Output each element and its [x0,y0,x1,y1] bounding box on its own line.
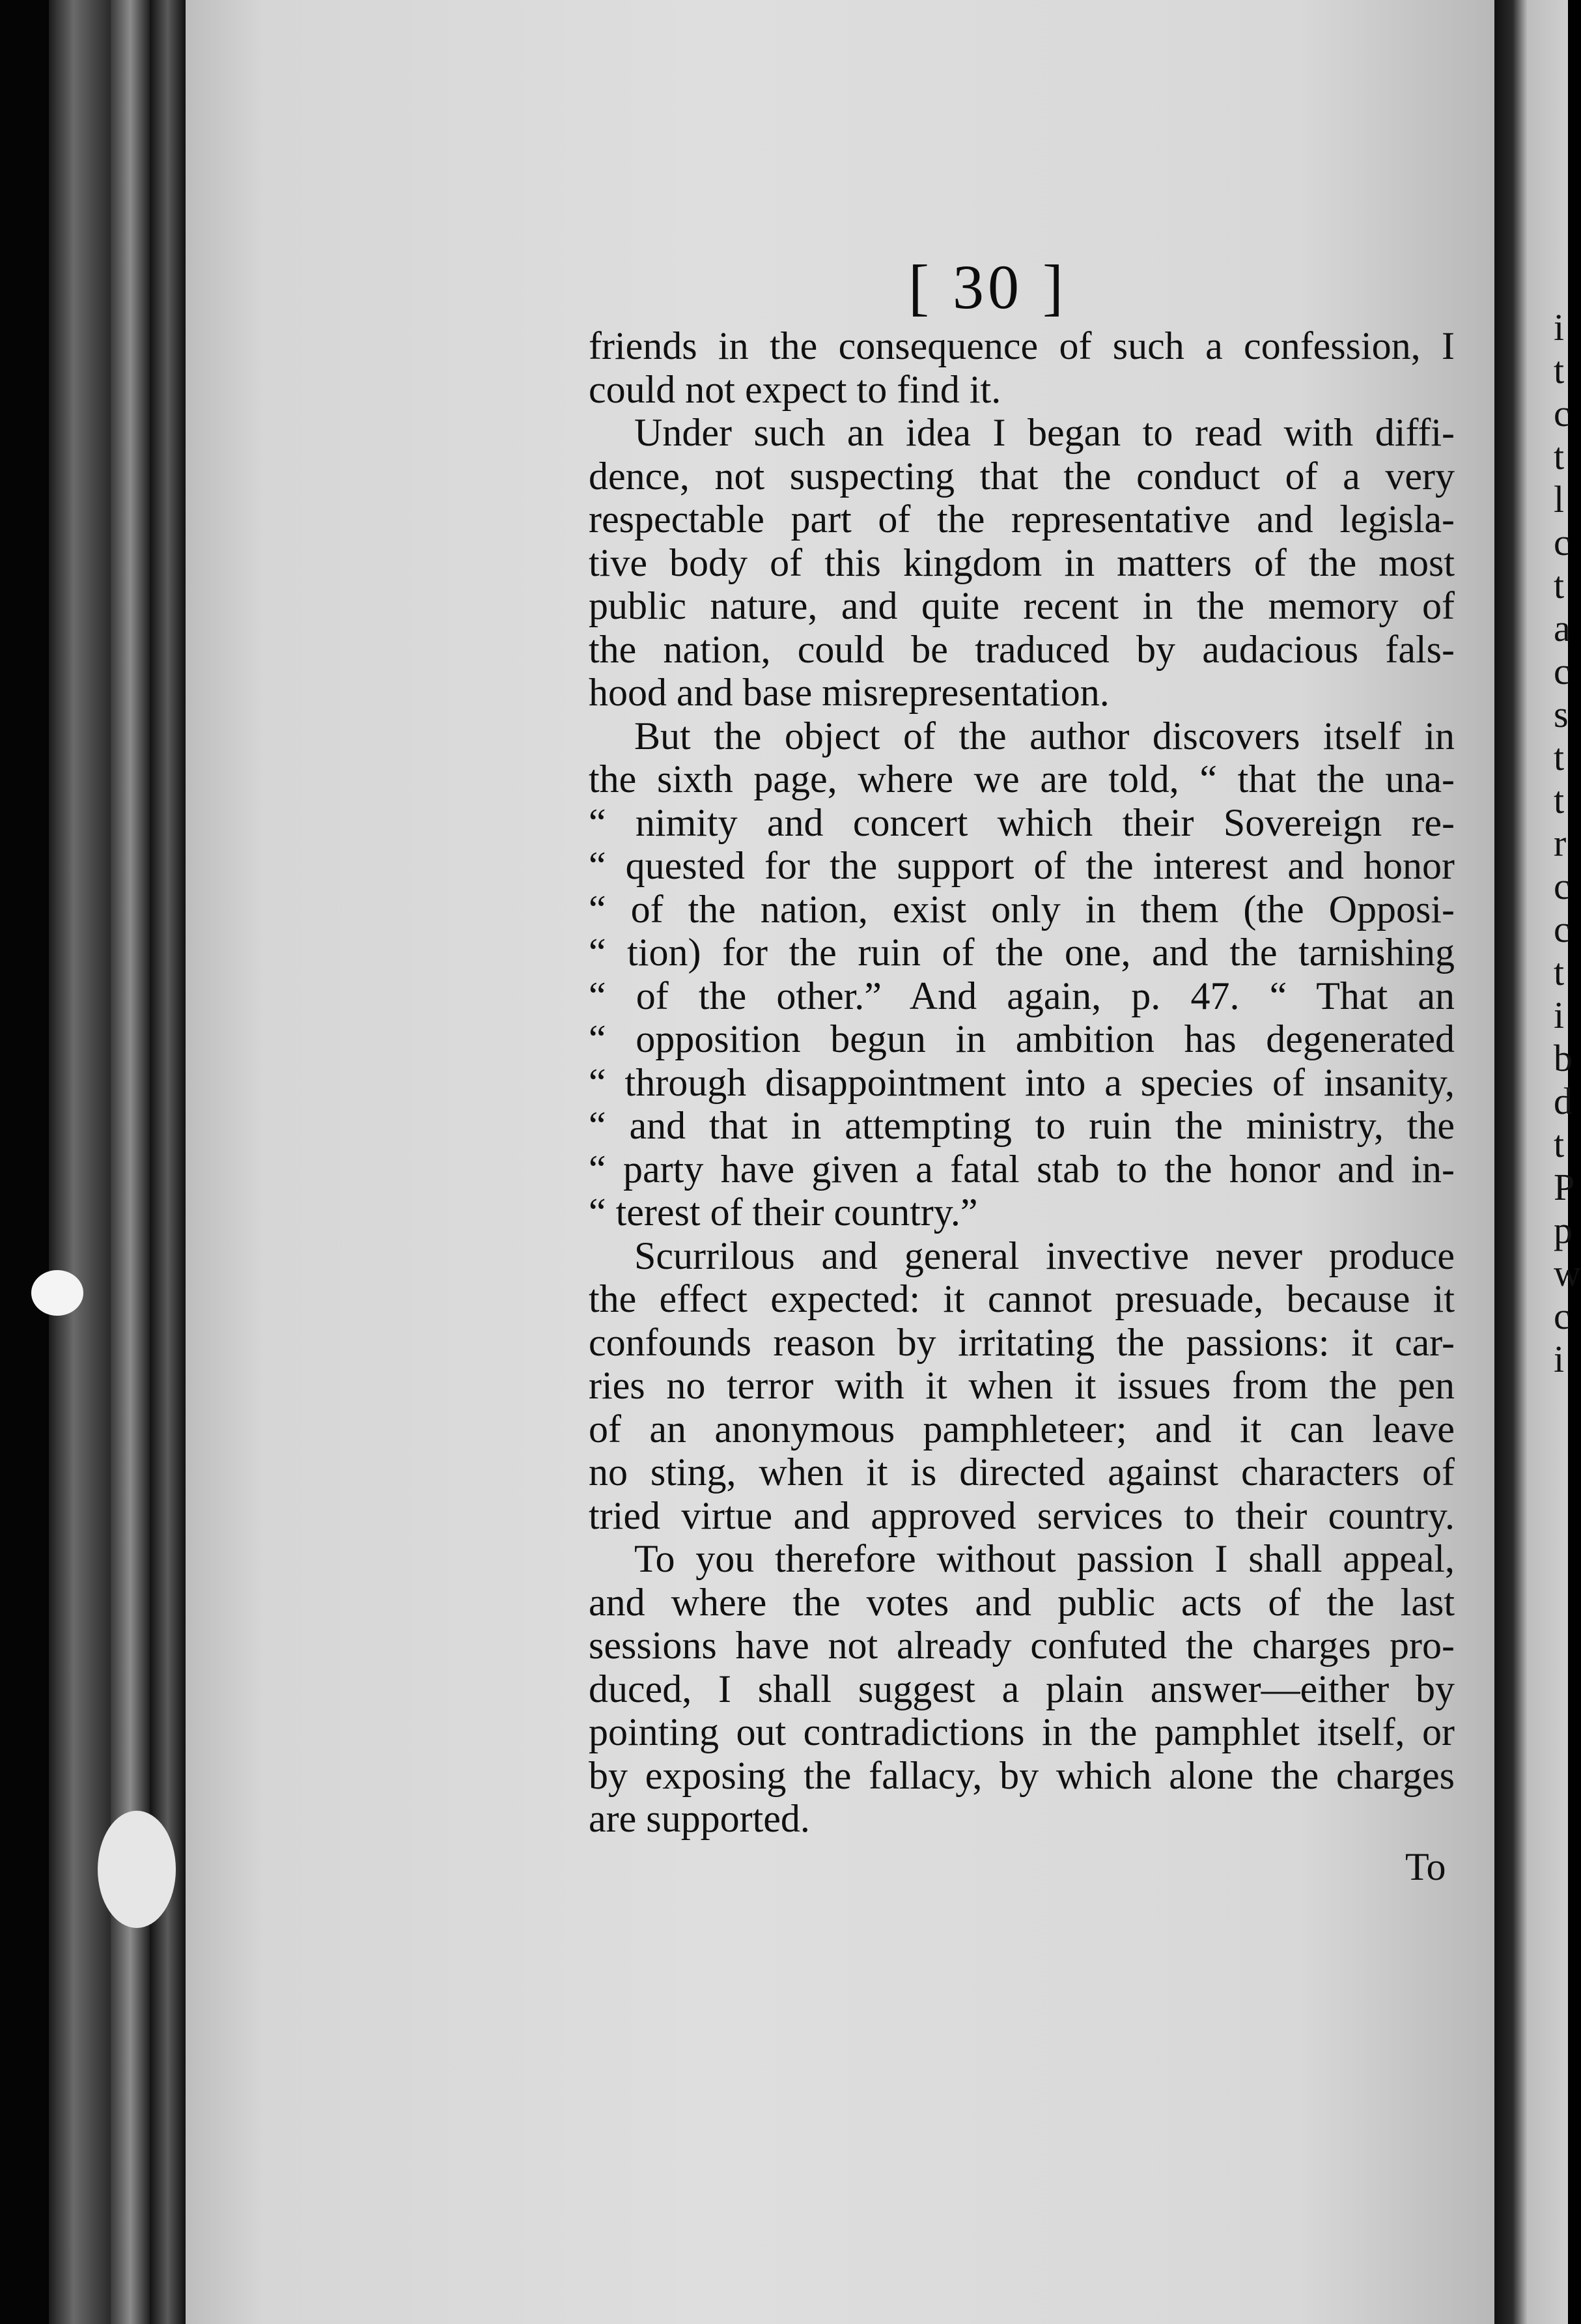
facing-page-letter: b [1554,1037,1573,1079]
text-line: “ quested for the support of the interest and honor [589,844,1455,887]
paper-damage-mark [98,1811,176,1928]
paragraph [589,1537,1455,1841]
facing-page-fragment [1554,306,1581,1381]
paragraph [589,715,1455,1234]
body-text [589,324,1455,1841]
paragraph [589,1234,1455,1538]
facing-page-letter: c [1554,908,1571,950]
text-line: public nature, and quite recent in the memory of [589,584,1455,627]
text-line: “ nimity and concert which their Sovereign re- [589,801,1455,844]
facing-page-letter: c [1554,1295,1571,1337]
text-line: could not expect to find it. [589,367,1001,411]
facing-page-letter: i [1554,994,1565,1036]
page-number: [ 30 ] [908,252,1067,322]
paper-damage-mark [31,1270,83,1316]
text-line: sessions have not already confuted the charges pro- [589,1624,1455,1667]
text-line: of an anonymous pamphleteer; and it can leave [589,1407,1455,1451]
paragraph [589,324,1455,411]
text-line: “ of the nation, exist only in them (the Opposi- [589,887,1455,931]
facing-page-letter: t [1554,435,1565,477]
text-line: dence, not suspecting that the conduct of a very [589,454,1455,498]
facing-page-letter: w [1554,1252,1581,1294]
text-line: “ through disappointment into a species of insanity, [589,1060,1455,1104]
page-edge [150,0,186,2324]
text-line: and where the votes and public acts of the last [589,1580,1455,1624]
text-line: Under such an idea I began to read with diffi- [634,411,1455,454]
text-line: hood and base misrepresentation. [589,671,1110,714]
facing-page-letter: c [1554,392,1571,434]
facing-page-letter: t [1554,779,1565,821]
text-line: But the object of the author discovers itself in [634,714,1455,758]
text-line: Scurrilous and general invective never produce [634,1234,1455,1277]
facing-page-letter: a [1554,607,1571,649]
text-line: tive body of this kingdom in matters of the most [589,541,1455,584]
facing-page-letter: s [1554,693,1569,735]
facing-page-letter: r [1554,822,1567,864]
text-line: are supported. [589,1797,810,1840]
text-line: confounds reason by irritating the passions: it car- [589,1320,1455,1364]
text-line: the nation, could be traduced by audacious fals- [589,627,1455,671]
text-line: duced, I shall suggest a plain answer—either by [589,1667,1455,1710]
text-line: pointing out contradictions in the pamphlet itself, or [589,1710,1455,1753]
text-line: “ opposition begun in ambition has degenerated [589,1017,1455,1060]
text-line: by exposing the fallacy, by which alone the charges [589,1753,1455,1797]
facing-page-letter: i [1554,1338,1565,1380]
facing-page-letter: c [1554,865,1571,907]
text-line: “ and that in attempting to ruin the ministry, the [589,1104,1455,1147]
catchword: To [1405,1845,1446,1888]
facing-page-letter: t [1554,736,1565,778]
text-line: “ of the other.” And again, p. 47. “ That an [589,974,1455,1017]
page-edge [49,0,111,2324]
page-edge [111,0,150,2324]
text-line: “ party have given a fatal stab to the honor and in- [589,1147,1455,1191]
facing-page-letter: l [1554,478,1565,520]
text-line: respectable part of the representative and legisla- [589,498,1455,541]
facing-page-letter: t [1554,1123,1565,1165]
facing-page-letter: t [1554,951,1565,993]
facing-page-letter: c [1554,521,1571,563]
facing-page-letter: c [1554,650,1571,692]
facing-page-letter: t [1554,564,1565,606]
paragraph [589,411,1455,715]
text-line: the sixth page, where we are told, “ that the una- [589,758,1455,801]
text-line: friends in the consequence of such a confession, I [589,324,1455,367]
facing-page-letter: P [1554,1166,1575,1208]
facing-page-letter: p [1554,1209,1573,1251]
text-line: tried virtue and approved services to their country. [589,1494,1455,1537]
facing-page-letter: d [1554,1080,1573,1122]
text-line: no sting, when it is directed against characters of [589,1451,1455,1494]
text-line: To you therefore without passion I shall appeal, [634,1537,1455,1580]
text-line: “ tion) for the ruin of the one, and the tarnishing [589,931,1455,974]
text-line: ries no terror with it when it issues from the pen [589,1364,1455,1407]
facing-page-letter: i [1554,306,1565,348]
text-line: “ terest of their country.” [589,1191,978,1234]
facing-page-letter: t [1554,349,1565,391]
text-line: the effect expected: it cannot presuade, because it [589,1277,1455,1320]
